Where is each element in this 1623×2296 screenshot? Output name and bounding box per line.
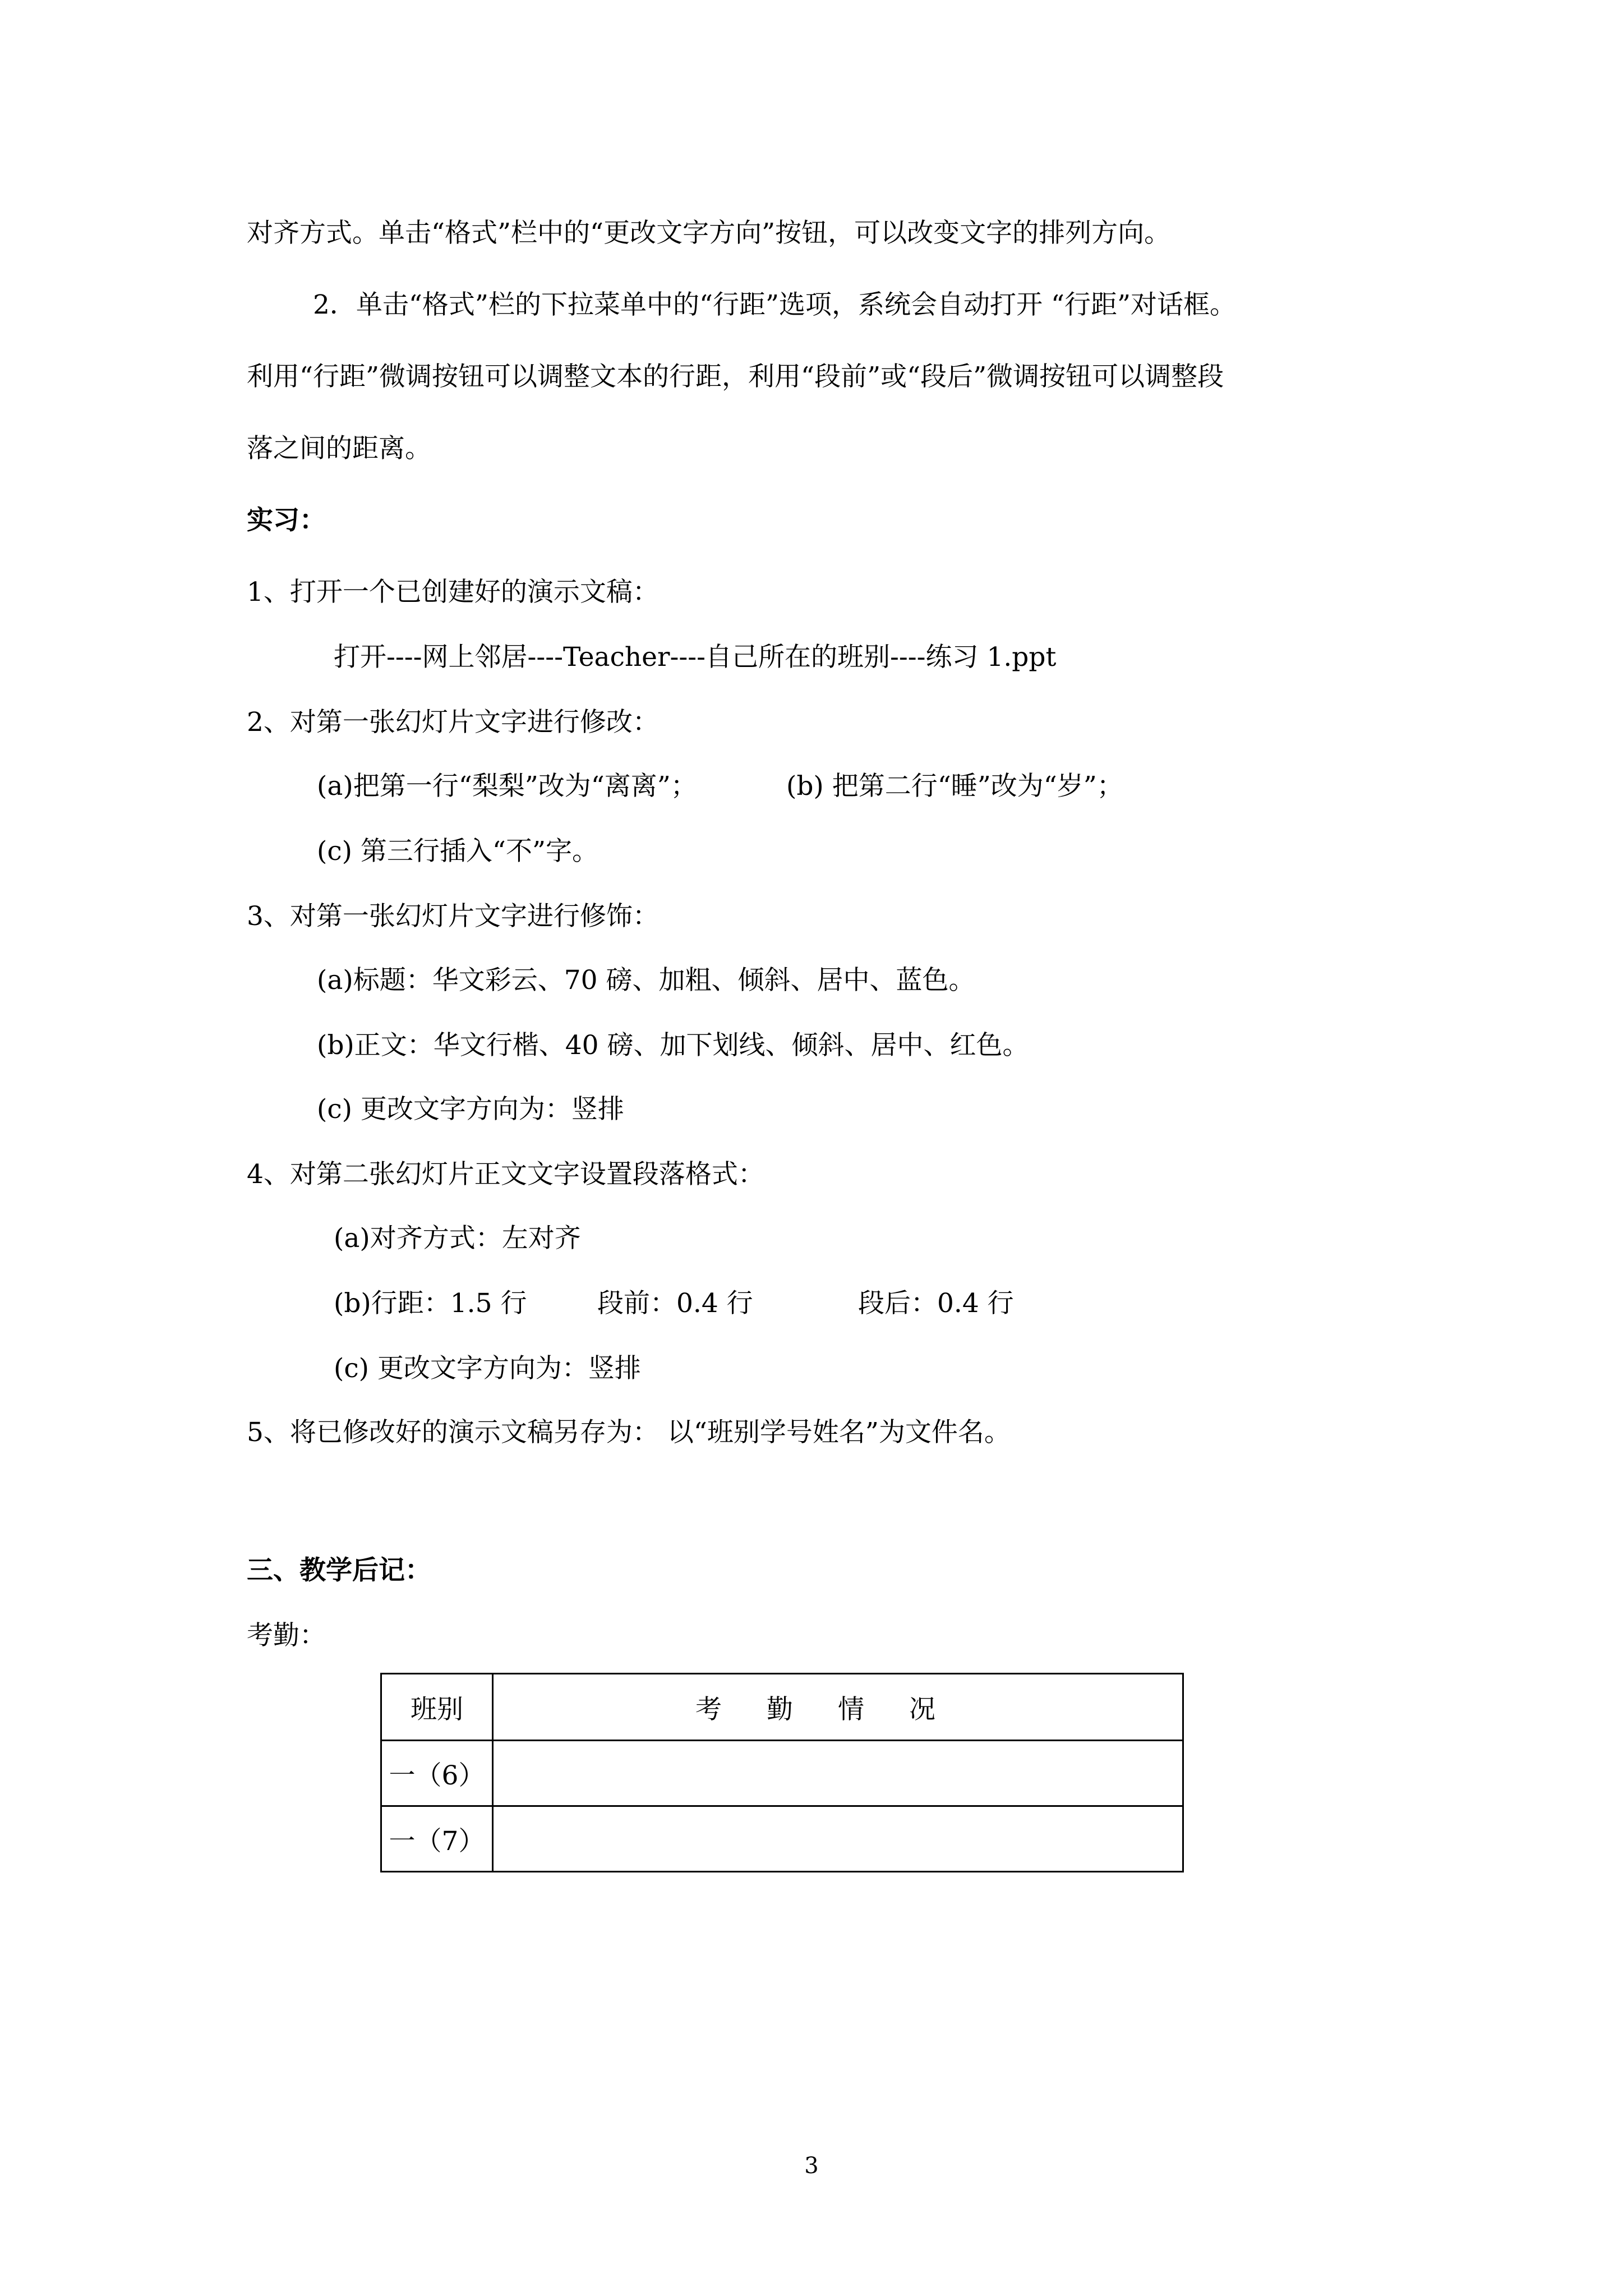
attendance-table [380, 1673, 1184, 1872]
row-attendance [493, 1741, 1183, 1806]
task-detail: 打开----网上邻居----Teacher----自己所在的班别----练习 1.ppt [334, 642, 1057, 673]
task-item: 3、对第一张幻灯片文字进行修饰： [247, 901, 659, 932]
task-detail: 段后：0.4 行 [858, 1288, 1014, 1319]
paragraph-line: 落之间的距离。 [247, 433, 431, 464]
task-detail: (c) 更改文字方向为：竖排 [317, 1094, 624, 1125]
row-class: 一（7） [381, 1806, 493, 1872]
row-class: 一（6） [381, 1741, 493, 1806]
task-detail: (a)把第一行“梨梨”改为“离离”； [317, 771, 697, 802]
header-attendance: 考勤情况 [493, 1674, 1183, 1741]
table-row [381, 1806, 1183, 1872]
task-detail: (a)对齐方式：左对齐 [334, 1223, 581, 1254]
task-detail: (a)标题：华文彩云、70 磅、加粗、倾斜、居中、蓝色。 [317, 965, 975, 996]
attendance-label: 考勤： [247, 1620, 326, 1651]
section-heading-practice: 实习： [247, 505, 326, 536]
task-detail: 段前：0.4 行 [597, 1288, 753, 1319]
header-class: 班别 [381, 1674, 493, 1741]
task-detail: (b)行距：1.5 行 [334, 1288, 527, 1319]
table-row [381, 1741, 1183, 1806]
task-detail: (b)正文：华文行楷、40 磅、加下划线、倾斜、居中、红色。 [317, 1030, 1029, 1061]
task-item: 2、对第一张幻灯片文字进行修改： [247, 707, 659, 738]
task-item: 5、将已修改好的演示文稿另存为： 以“班别学号姓名”为文件名。 [247, 1417, 1011, 1448]
page-number: 3 [804, 2153, 819, 2179]
task-item: 4、对第二张幻灯片正文文字设置段落格式： [247, 1159, 764, 1190]
task-detail: (b) 把第二行“睡”改为“岁”； [786, 771, 1123, 802]
paragraph-line: 利用“行距”微调按钮可以调整文本的行距，利用“段前”或“段后”微调按钮可以调整段 [247, 361, 1224, 392]
row-attendance [493, 1806, 1183, 1872]
task-detail: (c) 第三行插入“不”字。 [317, 836, 598, 867]
paragraph-line: 对齐方式。单击“格式”栏中的“更改文字方向”按钮，可以改变文字的排列方向。 [247, 218, 1171, 249]
task-detail: (c) 更改文字方向为：竖排 [334, 1353, 641, 1384]
task-item: 1、打开一个已创建好的演示文稿： [247, 577, 659, 608]
table-header-row [381, 1674, 1183, 1741]
section-heading-notes: 三、教学后记： [247, 1555, 431, 1586]
paragraph-line: 2．单击“格式”栏的下拉菜单中的“行距”选项，系统会自动打开 “行距”对话框。 [313, 289, 1237, 320]
